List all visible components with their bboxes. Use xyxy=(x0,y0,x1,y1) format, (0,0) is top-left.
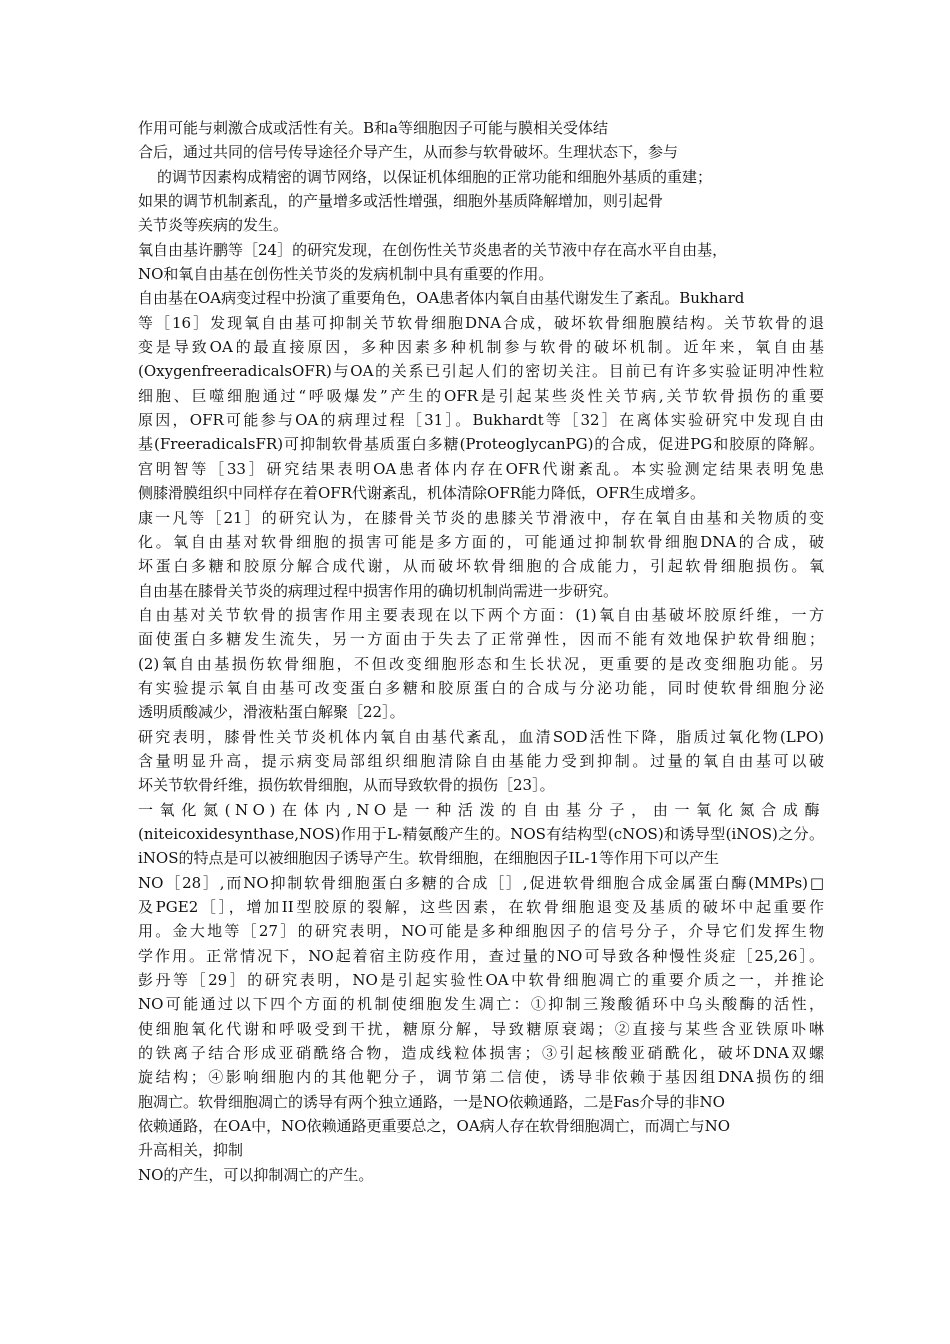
text-line: 有实验提示氧自由基可改变蛋白多糖和胶原蛋白的合成与分泌功能，同时使软骨细胞分泌 xyxy=(138,678,824,697)
text-line: 侧膝滑膜组织中同样存在着OFR代谢紊乱，机体清除OFR能力降低，OFR生成增多。 xyxy=(138,484,706,503)
text-line: 坏蛋白多糖和胶原分解合成代谢，从而破坏软骨细胞的合成能力，引起软骨细胞损伤。氧 xyxy=(138,557,824,576)
text-line: 宫明智等［33］研究结果表明OA患者体内存在OFR代谢紊乱。本实验测定结果表明兔患 xyxy=(138,459,824,478)
text-line: NO的产生，可以抑制凋亡的产生。 xyxy=(138,1165,374,1184)
text-line: 变是导致OA的最直接原因，多种因素多种机制参与软骨的破坏机制。近年来，氧自由基 xyxy=(138,338,824,357)
body-text xyxy=(138,116,824,1187)
text-line: 依赖通路，在OA中，NO依赖通路更重要总之，OA病人存在软骨细胞凋亡，而凋亡与NO xyxy=(138,1117,731,1136)
text-line: 氧自由基许鹏等［24］的研究发现，在创伤性关节炎患者的关节液中存在高水平自由基， xyxy=(138,240,728,259)
text-line: NO［28］,而NO抑制软骨细胞蛋白多糖的合成［］,促进软骨细胞合成金属蛋白酶(MMPs)□ xyxy=(138,873,824,892)
text-line: (niteicoxidesynthase,NOS)作用于L-精氨酸产生的。NOS有结构型(cNOS)和诱导型(iNOS)之分。 xyxy=(138,824,824,843)
text-line: 坏关节软骨纤维，损伤软骨细胞，从而导致软骨的损伤［23］。 xyxy=(138,776,555,795)
text-line: 基(FreeradicalsFR)可抑制软骨基质蛋白多糖(ProteoglycanPG)的合成，促进PG和胶原的降解。 xyxy=(138,435,824,454)
text-line: 升高相关，抑制 xyxy=(138,1141,244,1160)
text-line: 等［16］发现氧自由基可抑制关节软骨细胞DNA合成，破坏软骨细胞膜结构。关节软骨的退 xyxy=(138,313,824,332)
text-line: NO和氧自由基在创伤性关节炎的发病机制中具有重要的作用。 xyxy=(138,265,554,284)
text-line: 作用可能与刺激合成或活性有关。B和a等细胞因子可能与膜相关受体结 xyxy=(138,119,608,137)
text-line: NO可能通过以下四个方面的机制使细胞发生凋亡：①抑制三羧酸循环中乌头酸酶的活性， xyxy=(138,995,824,1014)
text-line: iNOS的特点是可以被细胞因子诱导产生。软骨细胞，在细胞因子IL-1等作用下可以产生 xyxy=(138,849,719,868)
text-line: 研究表明，膝骨性关节炎机体内氧自由基代紊乱，血清SOD活性下降，脂质过氧化物(LPO) xyxy=(138,727,824,746)
text-line: 原因，OFR可能参与OA的病理过程［31］。Bukhardt等［32］在离体实验研究中发现自由 xyxy=(138,411,824,430)
text-line: 一氧化氮(NO)在体内,NO是一种活泼的自由基分子，由一氧化氮合成酶 xyxy=(138,800,824,819)
text-line: 学作用。正常情况下，NO起着宿主防疫作用，查过量的NO可导致各种慢性炎症［25,26］。 xyxy=(138,946,824,965)
text-line: 彭丹等［29］的研究表明，NO是引起实验性OA中软骨细胞凋亡的重要介质之一，并推论 xyxy=(138,971,824,990)
text-line: 胞凋亡。软骨细胞凋亡的诱导有两个独立通路，一是NO依赖通路，二是Fas介导的非NO xyxy=(138,1092,725,1111)
text-line: (OxygenfreeradicalsOFR)与OA的关系已引起人们的密切关注。目前已有许多实验证明冲性粒 xyxy=(138,362,824,381)
text-line: (2)氧自由基损伤软骨细胞，不但改变细胞形态和生长状况，更重要的是改变细胞功能。另 xyxy=(138,654,824,673)
text-line: 合后，通过共同的信号传导途径介导产生，从而参与软骨破坏。生理状态下，参与 xyxy=(138,143,679,162)
text-line: 的调节因素构成精密的调节网络，以保证机体细胞的正常功能和细胞外基质的重建； xyxy=(157,167,713,186)
text-line: 透明质酸减少，滑液粘蛋白解聚［22］。 xyxy=(138,703,405,722)
text-line: 自由基在OA病变过程中扮演了重要角色，OA患者体内氧自由基代谢发生了紊乱。Bukhard xyxy=(138,289,745,308)
text-line: 旋结构；④影响细胞内的其他靶分子，调节第二信使，诱导非依赖于基因组DNA损伤的细 xyxy=(138,1068,824,1087)
text-line: 面使蛋白多糖发生流失，另一方面由于失去了正常弹性，因而不能有效地保护软骨细胞； xyxy=(138,630,824,649)
text-line: 自由基在膝骨关节炎的病理过程中损害作用的确切机制尚需进一步研究。 xyxy=(138,581,619,600)
text-line: 及PGE2［］，增加II型胶原的裂解，这些因素，在软骨细胞退变及基质的破坏中起重要作 xyxy=(138,898,824,916)
text-line: 使细胞氧化代谢和呼吸受到干扰，糖原分解，导致糖原衰竭；②直接与某些含亚铁原卟啉 xyxy=(138,1019,824,1038)
text-line: 自由基对关节软骨的损害作用主要表现在以下两个方面：(1)氧自由基破坏胶原纤维，一方 xyxy=(138,605,824,624)
text-line: 用。金大地等［27］的研究表明，NO可能是多种细胞因子的信号分子，介导它们发挥生物 xyxy=(138,922,824,941)
text-line: 康一凡等［21］的研究认为，在膝骨关节炎的患膝关节滑液中，存在氧自由基和关物质的变 xyxy=(138,508,824,527)
text-line: 如果的调节机制紊乱，的产量增多或活性增强，细胞外基质降解增加，则引起骨 xyxy=(138,192,664,211)
text-line: 化。氧自由基对软骨细胞的损害可能是多方面的，可能通过抑制软骨细胞DNA的合成，破 xyxy=(138,532,824,551)
text-line: 关节炎等疾病的发生。 xyxy=(138,216,289,235)
text-line: 的铁离子结合形成亚硝酰络合物，造成线粒体损害；③引起核酸亚硝酰化，破坏DNA双螺 xyxy=(138,1044,824,1063)
text-line: 细胞、巨噬细胞通过“呼吸爆发”产生的OFR是引起某些炎性关节病,关节软骨损伤的重要 xyxy=(138,386,824,405)
text-line: 含量明显升高，提示病变局部组织细胞清除自由基能力受到抑制。过量的氧自由基可以破 xyxy=(138,751,824,770)
